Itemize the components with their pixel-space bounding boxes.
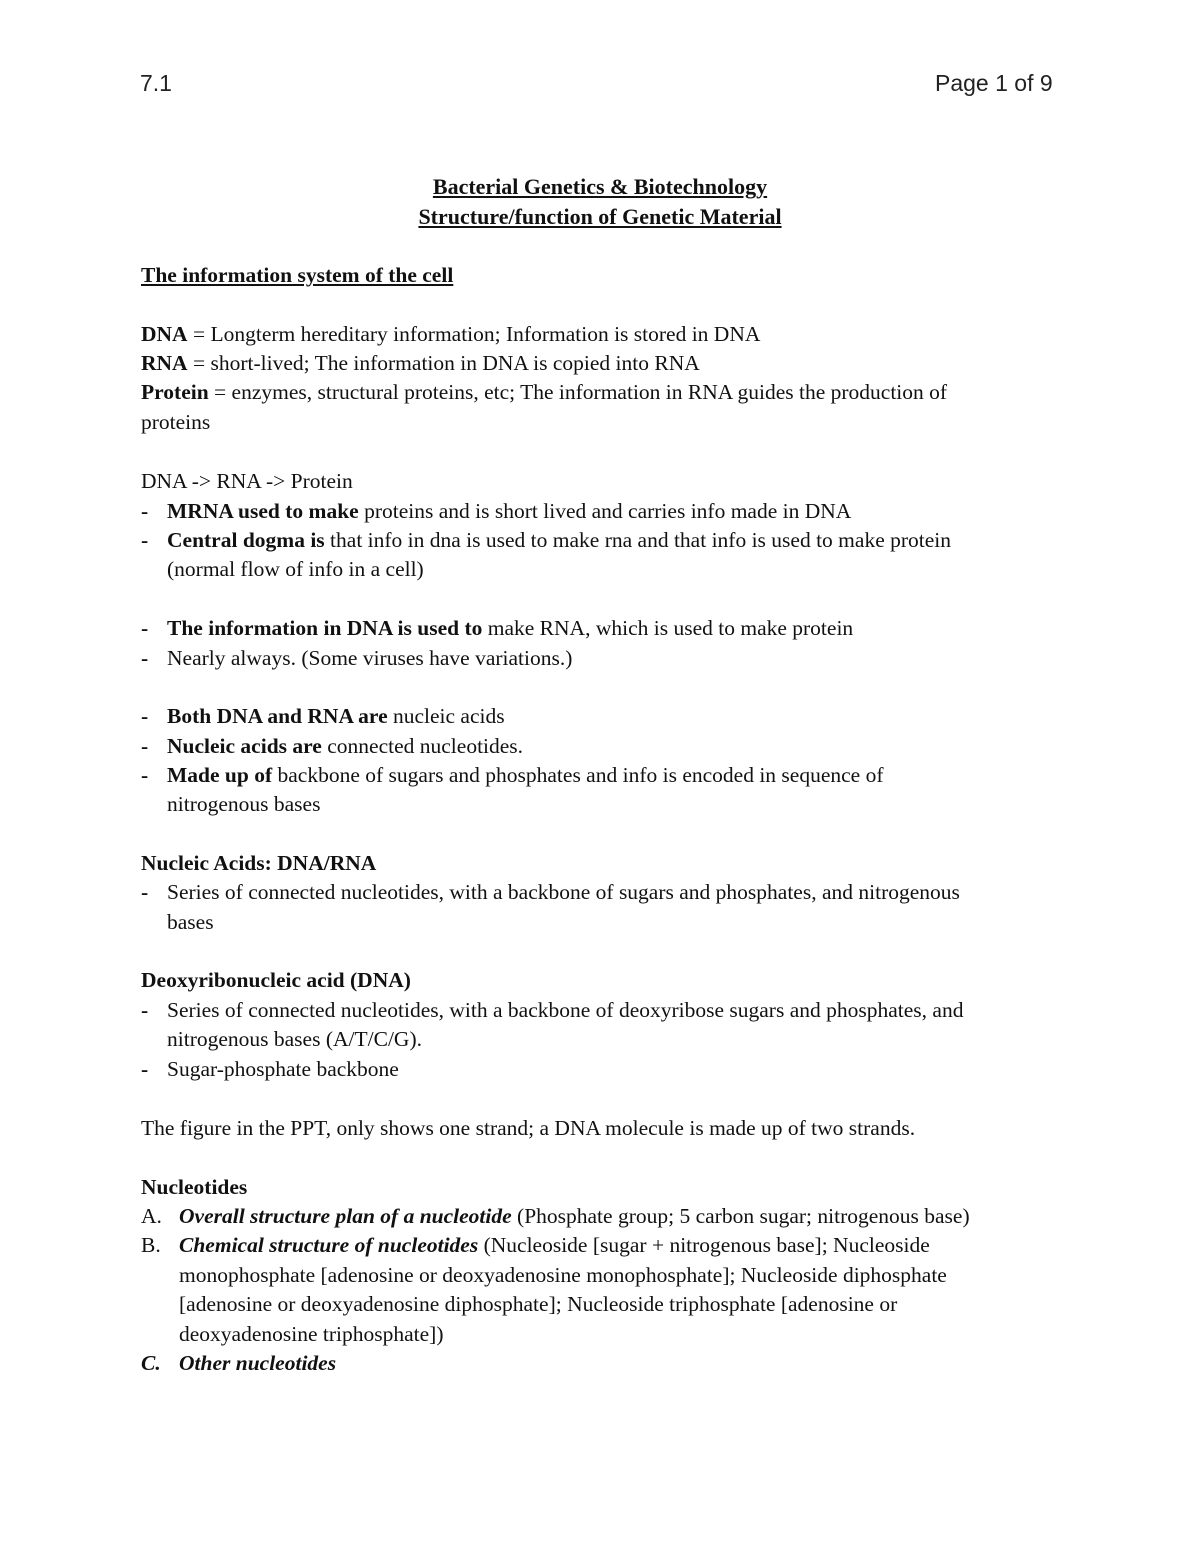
- dna-def-text: = Longterm hereditary information; Information is stored in DNA: [187, 322, 761, 346]
- dna-heading: Deoxyribonucleic acid (DNA): [141, 968, 411, 992]
- section-number: 7.1: [140, 70, 172, 96]
- list-item: [167, 704, 505, 729]
- protein-def-text: = enzymes, structural proteins, etc; The information in RNA guides the production of: [208, 380, 948, 404]
- bullet-text: nucleic acids: [387, 704, 505, 728]
- list-item: [167, 499, 851, 524]
- list-item: Other nucleotides: [179, 1351, 337, 1375]
- protein-term: Protein: [141, 380, 209, 404]
- bullet-text: connected nucleotides.: [321, 734, 524, 758]
- list-item-cont: (normal flow of info in a cell): [167, 557, 424, 581]
- bullet-dash: -: [141, 880, 149, 904]
- bullet-dash: -: [141, 646, 149, 670]
- bullet-dash: -: [141, 499, 149, 523]
- list-item: [167, 763, 884, 788]
- list-item-cont: nitrogenous bases (A/T/C/G).: [167, 1027, 422, 1051]
- central-flow-line: DNA -> RNA -> Protein: [141, 469, 353, 493]
- list-item-cont: [adenosine or deoxyadenosine diphosphate]; Nucleoside triphosphate [adenosine or: [179, 1292, 898, 1316]
- document-title: Bacterial Genetics & Biotechnology: [432, 174, 768, 199]
- rna-def-text: = short-lived; The information in DNA is copied into RNA: [187, 351, 700, 375]
- list-item-cont: monophosphate [adenosine or deoxyadenosine monophosphate]; Nucleoside diphosphate: [179, 1263, 947, 1287]
- bullet-bold: Made up of: [167, 763, 273, 787]
- nucleotides-heading: Nucleotides: [141, 1175, 248, 1199]
- list-item: Series of connected nucleotides, with a backbone of sugars and phosphates, and nitrogenous: [167, 880, 960, 904]
- bullet-dash: -: [141, 528, 149, 552]
- item-text: (Nucleoside [sugar + nitrogenous base]; Nucleoside: [478, 1233, 930, 1257]
- bullet-dash: -: [141, 734, 149, 758]
- item-text: (Phosphate group; 5 carbon sugar; nitrogenous base): [511, 1204, 970, 1228]
- bullet-dash: -: [141, 616, 149, 640]
- bullet-text: make RNA, which is used to make protein: [482, 616, 854, 640]
- bullet-bold: Central dogma is: [167, 528, 325, 552]
- list-item: Sugar-phosphate backbone: [167, 1057, 399, 1081]
- list-item: [179, 1204, 970, 1229]
- bullet-text: that info in dna is used to make rna and that info is used to make protein: [324, 528, 952, 552]
- bullet-dash: -: [141, 1057, 149, 1081]
- list-item: Series of connected nucleotides, with a backbone of deoxyribose sugars and phosphates, and: [167, 998, 964, 1022]
- list-item-cont: nitrogenous bases: [167, 792, 321, 816]
- list-item: [167, 528, 951, 553]
- dna-term: DNA: [141, 322, 188, 346]
- list-item: [167, 734, 523, 759]
- bullet-bold: The information in DNA is used to: [167, 616, 483, 640]
- list-item-cont: bases: [167, 910, 214, 934]
- list-item-cont: deoxyadenosine triphosphate]): [179, 1322, 444, 1346]
- bullet-bold: Both DNA and RNA are: [167, 704, 388, 728]
- page-number: Page 1 of 9: [935, 70, 1053, 96]
- info-system-heading: The information system of the cell: [141, 263, 454, 287]
- protein-definition: [141, 380, 947, 405]
- bullet-text: backbone of sugars and phosphates and info is encoded in sequence of: [272, 763, 884, 787]
- bullet-text: proteins and is short lived and carries info made in DNA: [358, 499, 852, 523]
- bullet-bold: MRNA used to make: [167, 499, 359, 523]
- item-bold: Overall structure plan of a nucleotide: [179, 1204, 512, 1228]
- bullet-dash: -: [141, 704, 149, 728]
- nucleic-acids-heading: Nucleic Acids: DNA/RNA: [141, 851, 377, 875]
- list-item: Nearly always. (Some viruses have variations.): [167, 646, 573, 670]
- list-marker-c: C.: [141, 1351, 161, 1375]
- document-subtitle: Structure/function of Genetic Material: [418, 204, 782, 229]
- list-item: [167, 616, 853, 641]
- bullet-bold: Nucleic acids are: [167, 734, 322, 758]
- list-marker-b: B.: [141, 1233, 161, 1257]
- dna-definition: [141, 322, 760, 347]
- bullet-dash: -: [141, 763, 149, 787]
- item-bold: Chemical structure of nucleotides: [179, 1233, 479, 1257]
- list-marker-a: A.: [141, 1204, 162, 1228]
- figure-note: The figure in the PPT, only shows one strand; a DNA molecule is made up of two strands.: [141, 1116, 916, 1140]
- rna-term: RNA: [141, 351, 188, 375]
- list-item: [179, 1233, 930, 1258]
- protein-definition-cont: proteins: [141, 410, 211, 434]
- rna-definition: [141, 351, 700, 376]
- bullet-dash: -: [141, 998, 149, 1022]
